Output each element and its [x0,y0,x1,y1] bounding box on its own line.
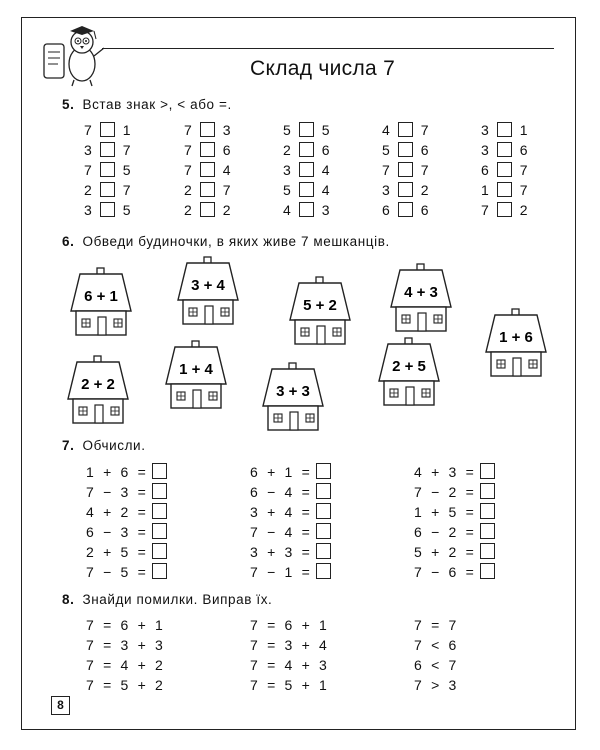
compare-right: 7 [420,162,429,178]
answer-box[interactable] [200,162,215,177]
compare-left: 3 [382,182,390,198]
house[interactable] [388,263,454,335]
calc-item [86,543,167,560]
compare-left: 4 [382,122,390,138]
answer-box[interactable] [299,142,314,157]
answer-box[interactable] [480,523,495,539]
answer-box[interactable] [100,122,115,137]
answer-box[interactable] [152,523,167,539]
answer-box[interactable] [316,503,331,519]
calc-item [250,523,331,540]
compare-right: 1 [519,122,528,138]
compare-right: 7 [519,182,528,198]
fix-item: 7 = 4 + 2 [86,657,164,673]
calc-expression: 1 + 5 = [414,504,475,520]
fix-item: 7 = 5 + 2 [86,677,164,693]
compare-right: 5 [122,162,131,178]
house[interactable] [175,256,241,328]
compare-item [382,182,429,202]
compare-item [84,162,131,182]
fix-item: 6 < 7 [414,657,457,673]
calc-expression: 7 − 2 = [414,484,475,500]
compare-right: 4 [321,162,330,178]
compare-left: 2 [283,142,291,158]
compare-item [184,182,231,202]
compare-left: 5 [382,142,390,158]
fix-item: 7 > 3 [414,677,457,693]
calc-item [250,503,331,520]
answer-box[interactable] [316,483,331,499]
compare-right: 2 [420,182,429,198]
calc-expression: 4 + 3 = [414,464,475,480]
compare-item [184,142,231,162]
compare-item [481,162,528,182]
compare-item [283,142,330,162]
answer-box[interactable] [497,182,512,197]
calc-expression: 6 + 1 = [250,464,311,480]
compare-item [481,122,528,142]
fix-item: 7 = 7 [414,617,457,633]
compare-left: 2 [84,182,92,198]
answer-box[interactable] [100,162,115,177]
page-title: Склад числа 7 [250,57,396,80]
compare-left: 3 [84,142,92,158]
compare-item [184,122,231,142]
fix-item: 7 = 4 + 3 [250,657,328,673]
compare-item [184,162,231,182]
answer-box[interactable] [200,122,215,137]
answer-box[interactable] [480,543,495,559]
answer-box[interactable] [497,122,512,137]
answer-box[interactable] [152,543,167,559]
house-expression: 1 + 4 [179,361,213,378]
calc-item [414,483,495,500]
calc-item [86,463,167,480]
owl-mascot-icon [38,20,108,90]
house[interactable] [483,308,549,380]
fix-item: 7 = 6 + 1 [250,617,328,633]
compare-right: 6 [420,202,429,218]
task8-heading [62,592,272,607]
calc-item [86,523,167,540]
answer-box[interactable] [100,202,115,217]
house-expression: 5 + 2 [303,297,337,314]
calc-expression: 7 − 5 = [86,564,147,580]
compare-right: 7 [519,162,528,178]
house[interactable] [287,276,353,348]
compare-right: 7 [222,182,231,198]
compare-left: 5 [283,182,291,198]
compare-item [481,202,528,222]
task8-number: 8. [62,592,75,607]
house-expression: 6 + 1 [84,288,118,305]
compare-left: 7 [184,122,192,138]
compare-left: 3 [84,202,92,218]
task7-number: 7. [62,438,75,453]
compare-left: 7 [184,142,192,158]
compare-item [283,202,330,222]
calc-expression: 7 − 4 = [250,524,311,540]
compare-left: 6 [481,162,489,178]
calc-item [250,563,331,580]
task7-text: Обчисли. [82,438,146,453]
compare-left: 7 [184,162,192,178]
compare-right: 6 [222,142,231,158]
compare-item [382,162,429,182]
calc-expression: 7 − 3 = [86,484,147,500]
house-expression: 3 + 4 [191,277,225,294]
answer-box[interactable] [497,162,512,177]
compare-right: 6 [321,142,330,158]
compare-left: 7 [84,122,92,138]
calc-item [86,483,167,500]
compare-left: 7 [481,202,489,218]
calc-item [414,563,495,580]
house-expression: 4 + 3 [404,284,438,301]
answer-box[interactable] [497,202,512,217]
compare-left: 2 [184,182,192,198]
calc-item [86,563,167,580]
compare-right: 6 [519,142,528,158]
calc-item [250,463,331,480]
compare-right: 4 [222,162,231,178]
answer-box[interactable] [100,142,115,157]
calc-expression: 3 + 4 = [250,504,311,520]
house[interactable] [376,337,442,409]
compare-right: 1 [122,122,131,138]
answer-box[interactable] [299,162,314,177]
compare-item [481,182,528,202]
compare-left: 6 [382,202,390,218]
answer-box[interactable] [398,202,413,217]
house[interactable] [163,340,229,412]
compare-item [84,122,131,142]
fix-item: 7 = 3 + 4 [250,637,328,653]
compare-right: 4 [321,182,330,198]
task5-text: Встав знак >, < або =. [82,97,232,112]
answer-box[interactable] [100,182,115,197]
house-expression: 2 + 2 [81,376,115,393]
compare-right: 5 [122,202,131,218]
compare-item [382,202,429,222]
answer-box[interactable] [398,162,413,177]
compare-item [84,142,131,162]
compare-left: 3 [481,122,489,138]
fix-item: 7 = 3 + 3 [86,637,164,653]
task5-heading [62,97,232,112]
answer-box[interactable] [299,182,314,197]
calc-expression: 6 − 2 = [414,524,475,540]
fix-item: 7 = 6 + 1 [86,617,164,633]
compare-left: 1 [481,182,489,198]
answer-box[interactable] [200,202,215,217]
compare-left: 3 [283,162,291,178]
compare-left: 5 [283,122,291,138]
task8-text: Знайди помилки. Виправ їх. [82,592,273,607]
answer-box[interactable] [200,182,215,197]
task6-text: Обведи будиночки, в яких живе 7 мешканців. [82,234,390,249]
task5-number: 5. [62,97,75,112]
compare-left: 2 [184,202,192,218]
compare-item [382,122,429,142]
fix-item: 7 < 6 [414,637,457,653]
answer-box[interactable] [316,463,331,479]
compare-right: 7 [420,122,429,138]
compare-right: 6 [420,142,429,158]
task7-heading [62,438,146,453]
house-expression: 1 + 6 [499,329,533,346]
answer-box[interactable] [398,142,413,157]
compare-item [283,182,330,202]
calc-expression: 6 − 4 = [250,484,311,500]
compare-left: 3 [481,142,489,158]
answer-box[interactable] [316,543,331,559]
compare-right: 3 [321,202,330,218]
answer-box[interactable] [480,483,495,499]
compare-right: 7 [122,142,131,158]
calc-expression: 7 − 6 = [414,564,475,580]
calc-expression: 1 + 6 = [86,464,147,480]
answer-box[interactable] [152,563,167,579]
calc-item [414,463,495,480]
compare-item [283,162,330,182]
compare-item [84,202,131,222]
answer-box[interactable] [152,463,167,479]
calc-item [414,503,495,520]
calc-item [86,503,167,520]
house[interactable] [68,267,134,339]
answer-box[interactable] [316,563,331,579]
answer-box[interactable] [480,563,495,579]
compare-left: 4 [283,202,291,218]
task6-number: 6. [62,234,75,249]
house[interactable] [260,362,326,434]
calc-item [414,543,495,560]
calc-expression: 3 + 3 = [250,544,311,560]
compare-item [184,202,231,222]
compare-item [382,142,429,162]
calc-expression: 4 + 2 = [86,504,147,520]
answer-box[interactable] [152,483,167,499]
compare-right: 5 [321,122,330,138]
calc-expression: 5 + 2 = [414,544,475,560]
fix-item: 7 = 5 + 1 [250,677,328,693]
calc-item [250,483,331,500]
answer-box[interactable] [200,142,215,157]
compare-right: 2 [519,202,528,218]
answer-box[interactable] [316,523,331,539]
calc-expression: 7 − 1 = [250,564,311,580]
answer-box[interactable] [299,122,314,137]
compare-item [283,122,330,142]
compare-right: 3 [222,122,231,138]
house[interactable] [65,355,131,427]
answer-box[interactable] [398,122,413,137]
calc-expression: 2 + 5 = [86,544,147,560]
compare-right: 7 [122,182,131,198]
task6-heading [62,234,390,249]
house-expression: 3 + 3 [276,383,310,400]
house-expression: 2 + 5 [392,358,426,375]
answer-box[interactable] [497,142,512,157]
compare-left: 7 [382,162,390,178]
answer-box[interactable] [398,182,413,197]
answer-box[interactable] [152,503,167,519]
calc-expression: 6 − 3 = [86,524,147,540]
answer-box[interactable] [299,202,314,217]
header-rule [102,48,554,49]
calc-item [250,543,331,560]
compare-item [84,182,131,202]
answer-box[interactable] [480,463,495,479]
compare-left: 7 [84,162,92,178]
compare-right: 2 [222,202,231,218]
answer-box[interactable] [480,503,495,519]
calc-item [414,523,495,540]
compare-item [481,142,528,162]
page-number: 8 [51,696,70,715]
